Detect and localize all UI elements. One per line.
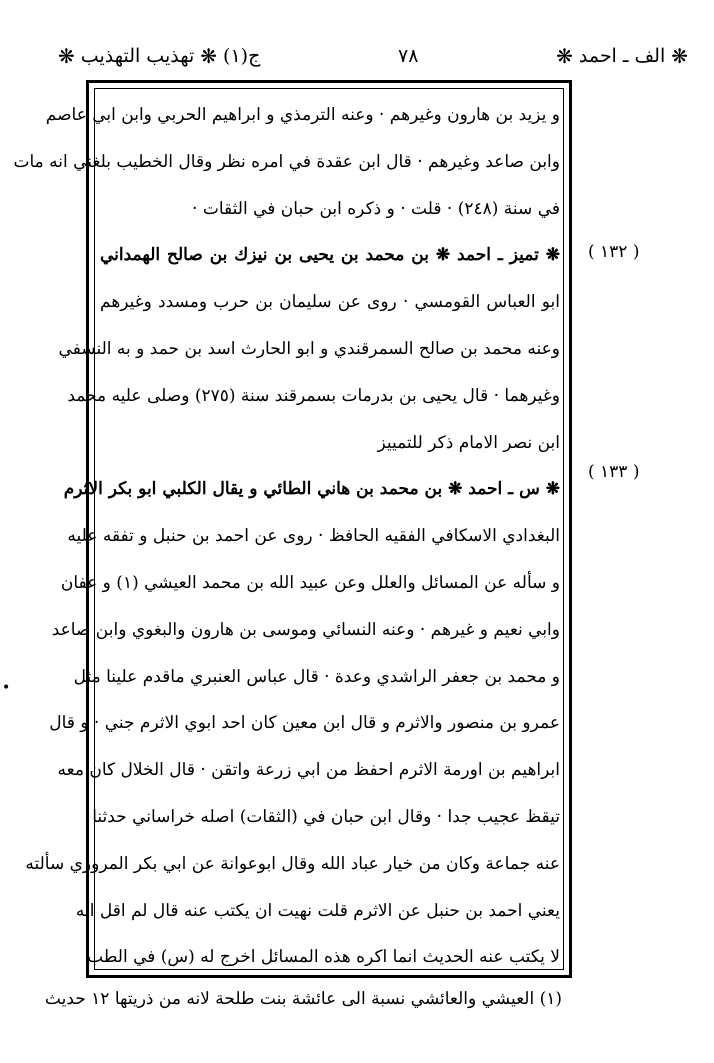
text-line: وعنه محمد بن صالح السمرقندي و ابو الحارث اسد بن حمد و به النسفي [58,338,560,359]
header-section [556,45,688,67]
header-page [398,45,418,67]
text-line: عنه جماعة وكان من خيار عباد الله وقال ابوعوانة عن ابي بكر المروزي سألته [25,853,560,874]
ornament-icon: ❋ [58,44,75,68]
text-line: في سنة (٢٤٨) · قلت · و ذكره ابن حبان في الثقات · [192,198,560,219]
section-title: الف ـ احمد [578,45,666,67]
entry-number-132: ( ١٣٢ ) [588,242,640,262]
book-title: تهذيب التهذيب [80,45,195,67]
text-line: تيقظ عجيب جدا · وقال ابن حبان في (الثقات) اصله خراساني حدثنا [92,806,560,827]
header-volume-title [58,45,260,67]
entry-number-133: ( ١٣٣ ) [588,462,640,482]
page-header [58,36,688,76]
page-number: ٧٨ [398,45,419,67]
margin-mark: • [2,680,11,696]
text-line: يعني احمد بن حنبل عن الاثرم قلت نهيت ان يكتب عنه قال لم اقل انه [75,900,560,921]
text-line: البغدادي الاسكافي الفقيه الحافظ · روى عن احمد بن حنبل و تفقه عليه [67,526,560,547]
text-line: وابن صاعد وغيرهم · قال ابن عقدة في امره نظر وقال الخطيب بلغني انه مات [13,151,560,172]
text-line: ❋ س ـ احمد ❋ بن محمد بن هاني الطائي و يقال الكلبي ابو بكر الاثرم [63,479,560,500]
body-text [13,92,560,981]
text-line: و يزيد بن هارون وغيرهم · وعنه الترمذي و ابراهيم الحربي وابن ابي عاصم [45,105,560,125]
volume-label: ج(١) [223,45,261,67]
ornament-icon: ❋ [200,44,218,68]
footnote: (١) العيشي والعائشي نسبة الى عائشة بنت طلحة لانه من ذريتها ١٢ حديث [44,989,562,1009]
text-line: ابن نصر الامام ذكر للتمييز [377,432,560,453]
text-line: و سأله عن المسائل والعلل وعن عبيد الله بن محمد العيشي (١) و عفان [60,572,560,593]
text-line: ابراهيم بن اورمة الاثرم احفظ من ابي زرعة واتقن · قال الخلال كان معه [57,760,560,781]
text-line: وابي نعيم و غيرهم · وعنه النسائي وموسى بن هارون والبغوي وابن صاعد [51,619,560,640]
text-line: وغيرهما · قال يحيى بن بدرمات بسمرقند سنة (٢٧٥) وصلى عليه محمد [67,385,560,406]
ornament-icon: ❋ [556,44,573,68]
text-line: ابو العباس القومسي · روى عن سليمان بن حرب ومسدد وغيرهم [100,292,560,313]
text-line: و محمد بن جعفر الراشدي وعدة · قال عباس العنبري ماقدم علينا مثل [73,666,560,687]
text-line: عمرو بن منصور والاثرم و قال ابن معين كان احد ابوي الاثرم جني · و قال [49,713,560,734]
ornament-icon: ❋ [671,44,688,68]
text-line: لا يكتب عنه الحديث انما اكره هذه المسائل اخرج له (س) في الطب [87,947,560,968]
text-line: ❋ تميز ـ احمد ❋ بن محمد بن يحيى بن نيزك بن صالح الهمداني [100,245,560,266]
